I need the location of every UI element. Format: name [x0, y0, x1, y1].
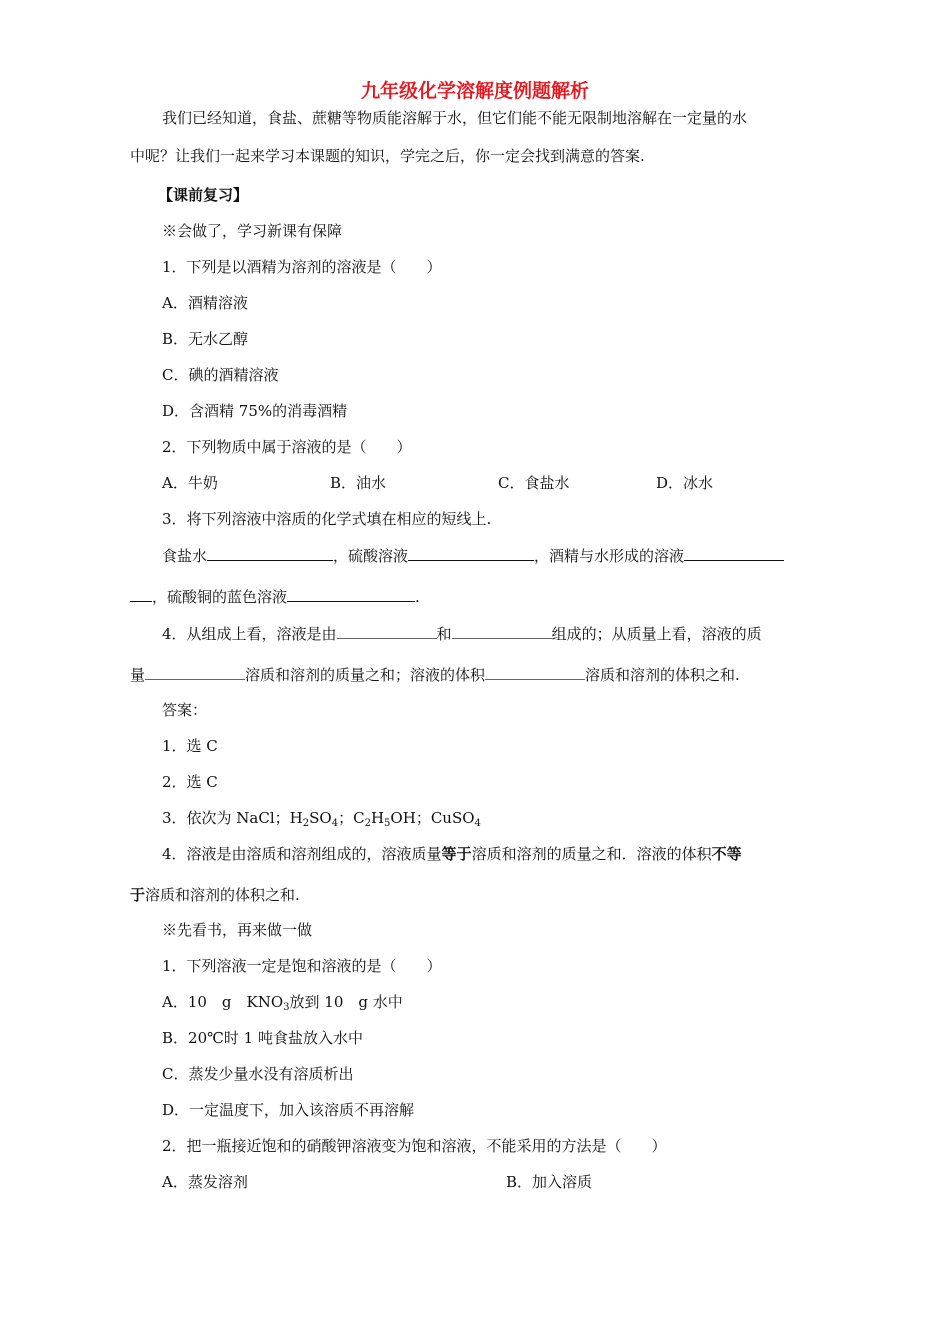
practice-q2-option-a: A．蒸发溶剂: [162, 1173, 248, 1191]
practice-q1-a-sub: 3: [283, 1002, 290, 1013]
formula-h2so4-sub1: 2: [302, 818, 310, 829]
blank-copper-sulfate[interactable]: [287, 585, 415, 602]
document-title: 九年级化学溶解度例题解析: [360, 80, 589, 102]
blank-alcohol-water-cont[interactable]: [130, 585, 152, 602]
answer-4-emphasis-not-equal: 不等: [711, 845, 742, 863]
practice-note: ※先看书，再来做一做: [162, 921, 313, 939]
answer-4-part-3: 溶质和溶剂的体积之和.: [145, 886, 300, 904]
formula-c2h5oh-h: H: [370, 809, 385, 827]
answer-4-emphasis-cont: 于: [130, 886, 146, 904]
practice-q1-option-c: C．蒸发少量水没有溶质析出: [162, 1065, 354, 1083]
blank-composition-1[interactable]: [337, 622, 437, 639]
review-q2-option-a: A．牛奶: [162, 474, 218, 492]
q4-part-5: 溶质和溶剂的质量之和；溶液的体积: [245, 666, 486, 684]
q3-part-5: .: [415, 588, 420, 606]
q4-part-4: 量: [130, 666, 146, 684]
review-q3-line-1: [162, 544, 784, 567]
practice-q1-a-tail: 放到 10 g 水中: [289, 993, 403, 1011]
formula-h2so4: H: [289, 809, 303, 827]
practice-q2-option-b: B．加入溶质: [506, 1173, 593, 1191]
blank-sulfuric-acid[interactable]: [408, 544, 534, 561]
review-q1-option-d: D．含酒精 75%的消毒酒精: [162, 402, 348, 420]
blank-volume-relation[interactable]: [485, 663, 585, 680]
q4-part-3: 组成的；从质量上看，溶液的质: [551, 625, 762, 643]
blank-salt-water[interactable]: [207, 544, 333, 561]
blank-alcohol-water[interactable]: [684, 544, 784, 561]
review-q1-option-a: A．酒精溶液: [162, 294, 248, 312]
answer-4-line-2: [130, 884, 300, 906]
formula-c2h5oh-sub1: 2: [364, 818, 371, 829]
intro-line-1: 我们已经知道，食盐、蔗糖等物质能溶解于水，但它们能不能无限制地溶解在一定量的水: [162, 109, 748, 127]
formula-cuso4: CuSO: [430, 809, 475, 827]
formula-c2h5oh-oh: OH: [390, 809, 416, 827]
review-q2-option-c: C．食盐水: [498, 474, 570, 492]
review-q3-line-2: [130, 585, 420, 608]
formula-cuso4-sub: 4: [474, 818, 481, 829]
review-q4-line-1: [162, 622, 762, 645]
blank-composition-2[interactable]: [452, 622, 552, 639]
formula-c2h5oh-sub2: 5: [384, 818, 391, 829]
practice-q1-option-b: B．20℃时 1 吨食盐放入水中: [162, 1029, 363, 1047]
review-q2-option-b: B．油水: [330, 474, 387, 492]
formula-c2h5oh: C: [353, 809, 365, 827]
answer-3-sep-1: ；: [338, 809, 354, 827]
review-q2-stem: 2．下列物质中属于溶液的是（ ）: [162, 438, 412, 456]
answer-4-line-1: [162, 843, 742, 865]
practice-q1-option-a: [162, 991, 403, 1013]
answer-4-emphasis-equal: 等于: [441, 845, 472, 863]
q3-part-2: ，硫酸溶液: [333, 547, 409, 565]
answer-3: [162, 807, 481, 829]
q3-part-1: 食盐水: [162, 547, 208, 565]
q3-part-4: ，硫酸铜的蓝色溶液: [152, 588, 288, 606]
review-q2-option-d: D．冰水: [656, 474, 714, 492]
practice-q2-stem: 2．把一瓶接近饱和的硝酸钾溶液变为饱和溶液，不能采用的方法是（ ）: [162, 1137, 667, 1155]
blank-mass-relation[interactable]: [145, 663, 245, 680]
answers-label: 答案：: [162, 701, 208, 719]
q3-part-3: ，酒精与水形成的溶液: [534, 547, 685, 565]
intro-line-2: 中呢？让我们一起来学习本课题的知识，学完之后，你一定会找到满意的答案.: [130, 147, 645, 165]
review-q1-option-c: C．碘的酒精溶液: [162, 366, 279, 384]
review-q3-stem: 3．将下列溶液中溶质的化学式填在相应的短线上.: [162, 510, 492, 528]
review-note: ※会做了，学习新课有保障: [162, 222, 343, 240]
q4-part-2: 和: [436, 625, 452, 643]
practice-q1-stem: 1．下列溶液一定是饱和溶液的是（ ）: [162, 957, 442, 975]
answer-3-sep-2: ；: [415, 809, 431, 827]
answer-4-part-2: 溶质和溶剂的质量之和．溶液的体积: [471, 845, 712, 863]
formula-h2so4-so: SO: [309, 809, 332, 827]
review-heading: 【课前复习】: [158, 186, 249, 204]
review-q1-option-b: B．无水乙醇: [162, 330, 249, 348]
review-q4-line-2: [130, 663, 740, 686]
practice-q1-a-lead: A．10 g KNO: [162, 993, 284, 1011]
answer-2: 2．选 C: [162, 773, 218, 791]
formula-h2so4-sub2: 4: [331, 818, 339, 829]
review-q1-stem: 1．下列是以酒精为溶剂的溶液是（ ）: [162, 258, 442, 276]
q4-part-1: 4．从组成上看，溶液是由: [162, 625, 337, 643]
answer-4-part-1: 4．溶液是由溶质和溶剂组成的，溶液质量: [162, 845, 442, 863]
answer-3-lead: 3．依次为 NaCl；: [162, 809, 290, 827]
answer-1: 1．选 C: [162, 737, 218, 755]
practice-q1-option-d: D．一定温度下，加入该溶质不再溶解: [162, 1101, 415, 1119]
q4-part-6: 溶质和溶剂的体积之和.: [585, 666, 740, 684]
